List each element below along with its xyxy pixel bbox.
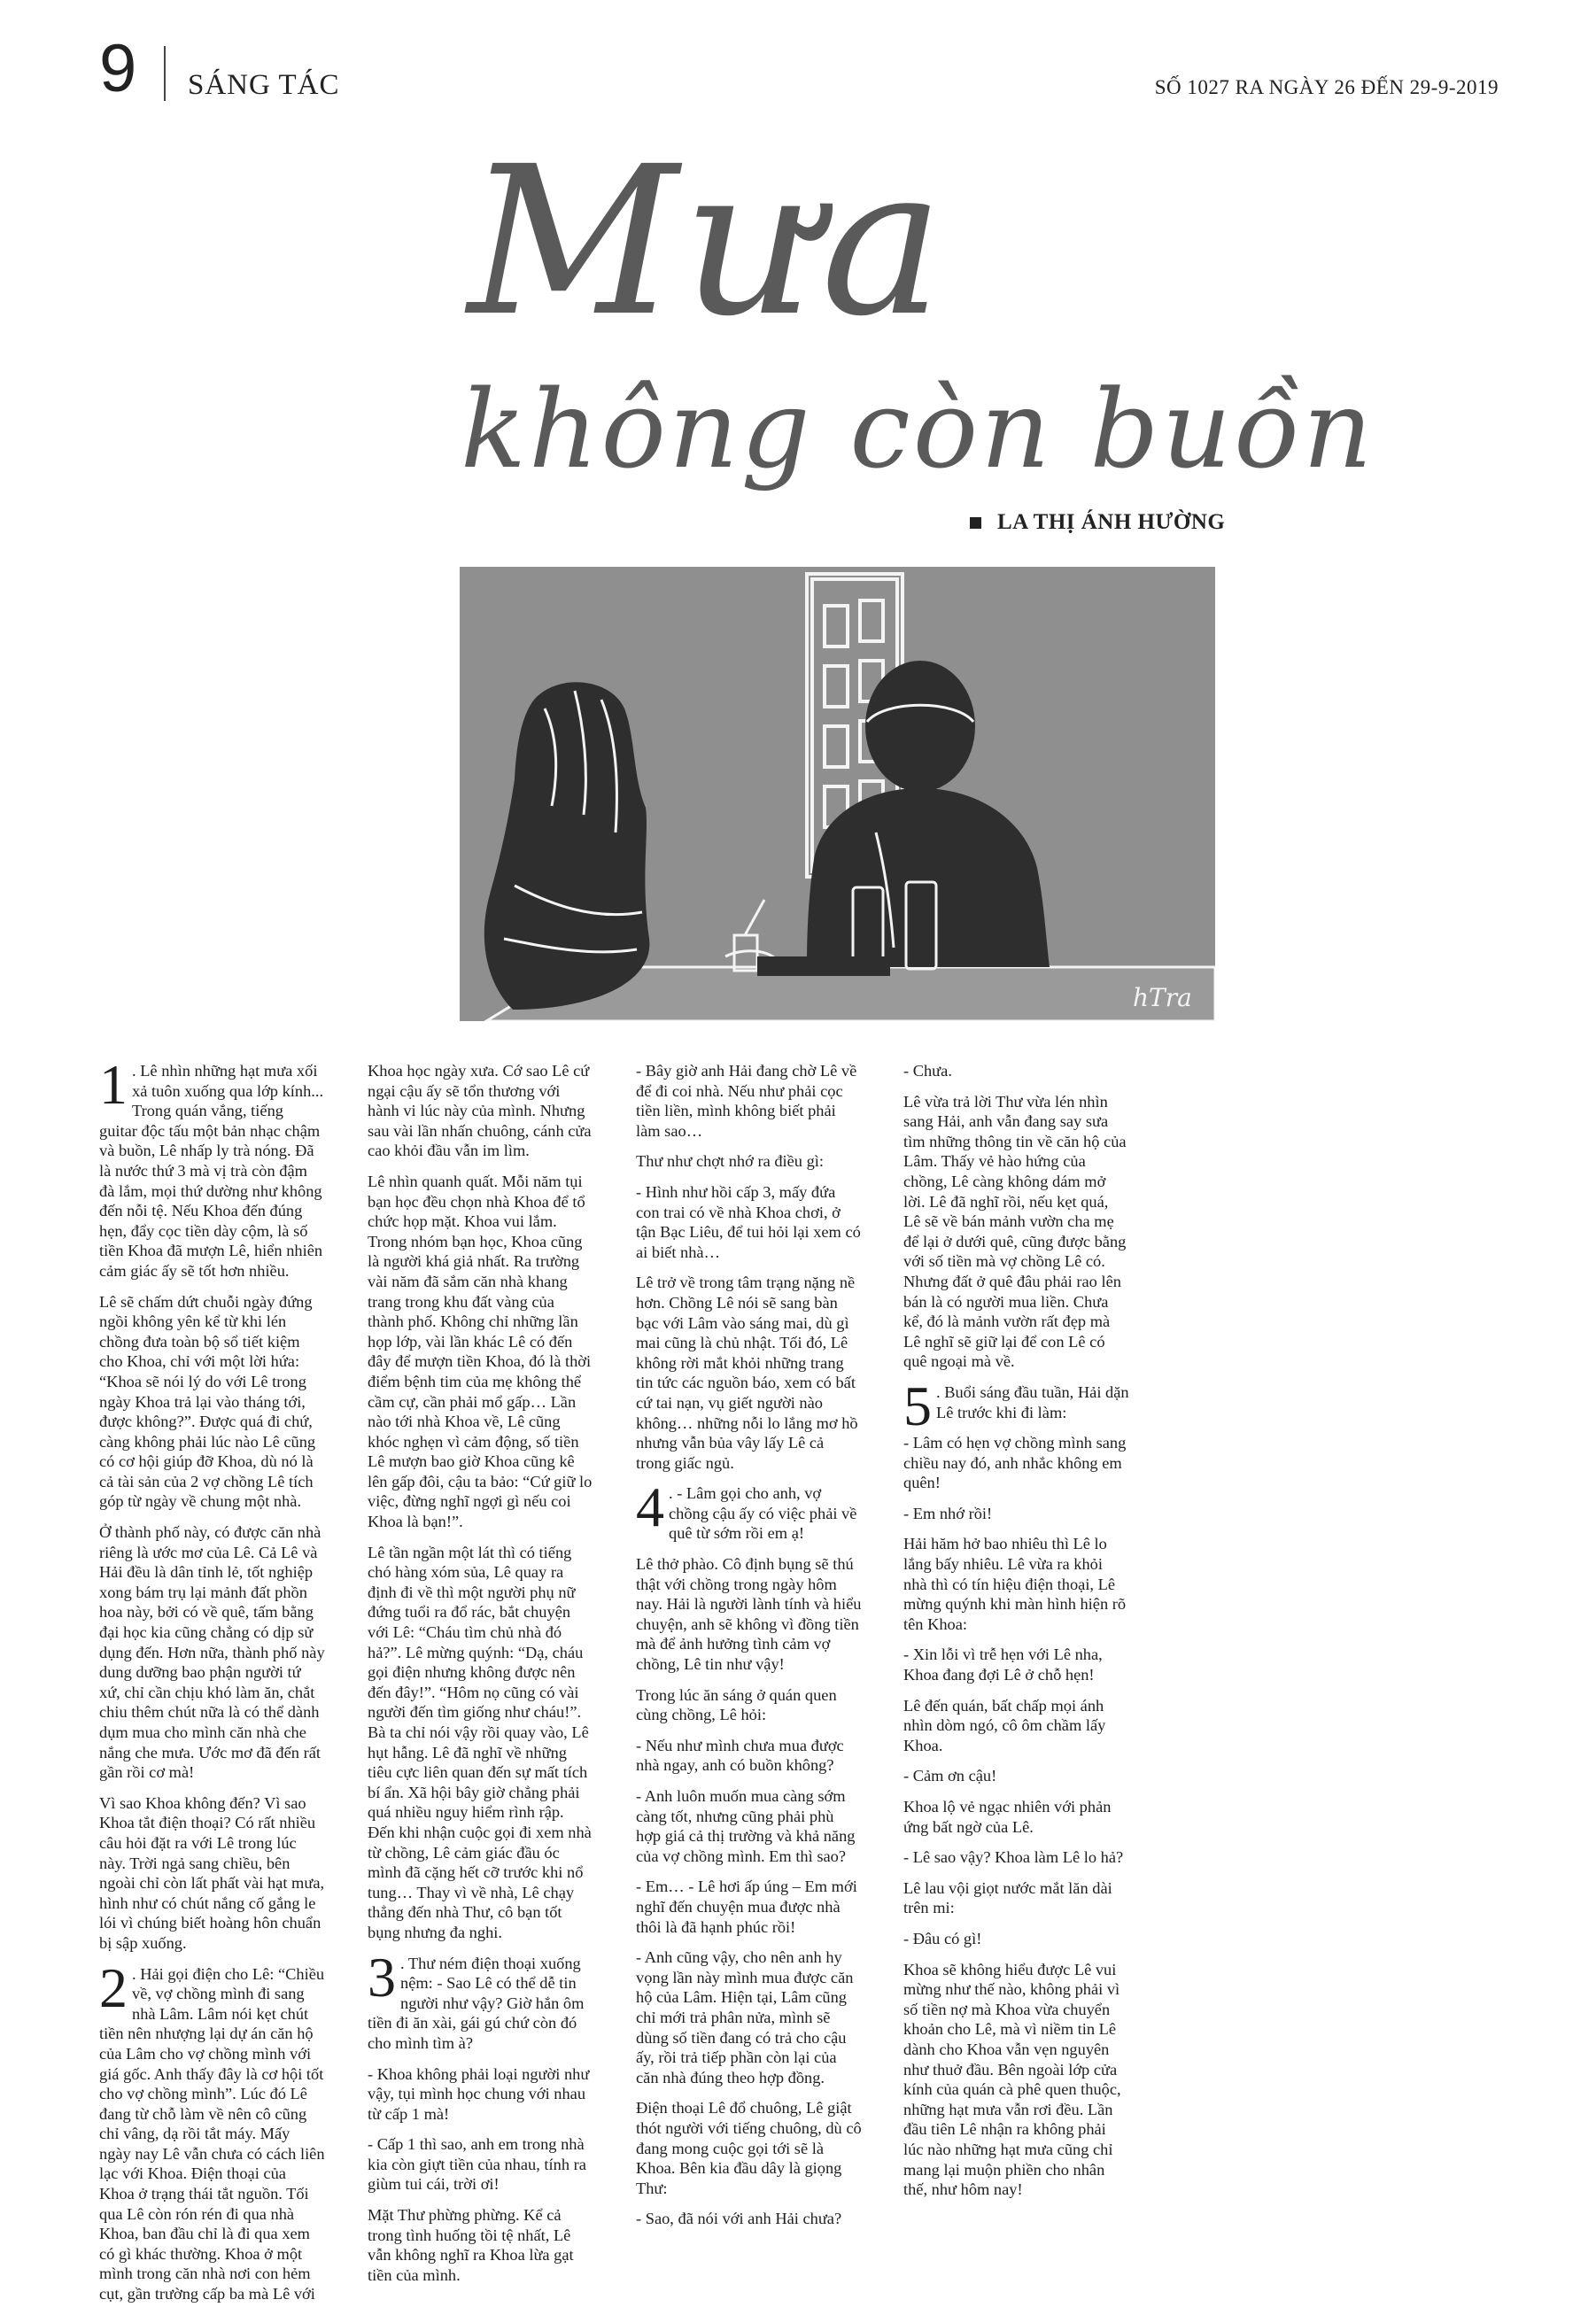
page-header — [0, 0, 1596, 124]
paragraph — [903, 1092, 1129, 1372]
paragraph-text: - Chưa. — [903, 1062, 952, 1080]
paragraph-text: - Khoa không phải loại người như vậy, tụi mình học chung với nhau từ cấp 1 mà! — [368, 2064, 590, 2123]
paragraph — [368, 1061, 593, 1161]
paragraph-text: Ở thành phố này, có được căn nhà riêng là ước mơ của Lê. Cả Lê và Hải đều là dân tỉnh lẻ, tốt nghiệp xong bám trụ lại mảnh đất phồn hoa này, bởi có về quê, tấm bằng đại học kia cũng chẳng có dịp sử dụng đến. Hơn nữa, thành phố này dung dưỡng bao phận người tứ xứ, chỉ cần chịu khó làm ăn, chắt chiu thêm chút nữa là có thể dành dụm mua cho mình căn nhà che nắng che mưa. Ước mơ đã đến rất gần rồi cơ mà! — [99, 1523, 325, 1782]
paragraph — [903, 1960, 1129, 2200]
section-number: 1 — [99, 1053, 128, 1116]
page-number: 9 — [99, 31, 137, 106]
text-column-3 — [636, 1061, 862, 2240]
paragraph — [903, 1061, 1129, 1081]
paragraph-text: - Lê sao vậy? Khoa làm Lê lo hả? — [903, 1848, 1124, 1867]
paragraph — [903, 1534, 1129, 1634]
paragraph — [636, 1182, 862, 1262]
paragraph-text: . Hải gọi điện cho Lê: “Chiều về, vợ chồng mình đi sang nhà Lâm. Lâm nói kẹt chút tiền nên nhượng lại dự án căn hộ của Lâm cho vợ chồng mình với giá gốc. Anh thấy đây là cơ hội tốt cho vợ chồng mình”. Lúc đó Lê đang từ chỗ làm về nên cô cũng chỉ vâng, dạ rồi tắt máy. Mấy ngày nay Lê vẫn chưa có cách liên lạc với Khoa. Điện thoại của Khoa ở trạng thái tắt nguồn. Tối qua Lê còn rón rén đi qua nhà Khoa, ban đầu chỉ là đi qua xem có gì khác thường. Khoa ở một mình trong căn nhà nơi con hẻm cụt, gần trường cấp ba mà Lê với — [99, 1964, 325, 2303]
paragraph-text: - Em nhớ rồi! — [903, 1504, 993, 1522]
paragraph — [636, 2098, 862, 2198]
paragraph — [636, 1685, 862, 1725]
section-number: 3 — [368, 1945, 396, 2009]
paragraph-text: . Thư ném điện thoại xuống nệm: - Sao Lê có thể dễ tin người như vậy? Giờ hắn ôm tiền đi ăn xài, gái gú chứ còn đó cho mình tìm à? — [368, 1954, 585, 2052]
paragraph-text: Khoa lộ vẻ ngạc nhiên với phản ứng bất ngờ của Lê. — [903, 1798, 1112, 1836]
paragraph — [368, 1543, 593, 1943]
paragraph — [636, 1554, 862, 1675]
paragraph — [636, 1151, 862, 1172]
paragraph — [903, 1433, 1129, 1493]
paragraph — [99, 1955, 325, 2304]
square-bullet-icon — [970, 517, 981, 529]
paragraph — [636, 1273, 862, 1473]
paragraph — [636, 2209, 862, 2229]
paragraph — [903, 1929, 1129, 1949]
article-title-line2: không còn buồn — [461, 367, 1375, 492]
article-title-line1: Mưa — [468, 122, 949, 361]
paragraph — [636, 1786, 862, 1866]
paragraph-text: Lê tần ngần một lát thì có tiếng chó hàng xóm sủa, Lê quay ra định đi về thì một người phụ nữ đứng tuổi ra đổ rác, bắt chuyện với Lê: “Cháu tìm chủ nhà đó hả?”. Lê mừng quýnh: “Dạ, cháu gọi điện nhưng không được nên đến đây!”. “Hôm nọ cũng có vài người đến tìm giống như cháu!”. Bà ta chỉ nói vậy rồi quay vào, Lê hụt hẫng. Lê đã nghĩ về những tiêu cực liên quan đến sự mất tích bí ẩn. Xã hội bây giờ chẳng phải quá nhiều nguy hiểm rình rập. Đến khi nhận cuộc gọi đi xem nhà từ chồng, Lê cảm giác đầu óc mình đã cặng hết cỡ trước khi nổ tung… Thay vì về nhà, Lê chạy thẳng đến nhà Thư, cô bạn tốt bụng nhưng đa nghi. — [368, 1543, 592, 1941]
section-number: 2 — [99, 1955, 128, 2019]
paragraph — [99, 1522, 325, 1783]
paragraph — [368, 2134, 593, 2195]
text-column-4 — [903, 1061, 1129, 2210]
header-divider — [164, 46, 166, 101]
paragraph-text: - Cảm ơn cậu! — [903, 1767, 997, 1785]
paragraph-text: - Xin lỗi vì trễ hẹn với Lê nha, Khoa đang đợi Lê ở chỗ hẹn! — [903, 1645, 1103, 1684]
paragraph — [368, 2205, 593, 2285]
paragraph-text: Điện thoại Lê đổ chuông, Lê giật thót người với tiếng chuông, dù cô đang mong cuộc gọi tới sẽ là Khoa. Bên kia đầu dây là giọng Thư: — [636, 2099, 862, 2197]
paragraph-text: Lê lau vội giọt nước mắt lăn dài trên mi: — [903, 1878, 1112, 1917]
paragraph-text: - Lâm có hẹn vợ chồng mình sang chiều nay đó, anh nhắc không em quên! — [903, 1434, 1127, 1492]
paragraph-text: - Đâu có gì! — [903, 1929, 982, 1947]
paragraph-text: Lê vừa trả lời Thư vừa lén nhìn sang Hải, anh vẫn đang say sưa tìm những thông tin về căn hộ của Lâm. Thấy vẻ hào hứng của chồng, Lê càng không dám mở lời. Lê đã nghĩ rồi, nếu kẹt quá, Lê sẽ về bán mảnh vườn cha mẹ để lại ở dưới quê, cũng được bằng với số tiền mà vợ chồng Lê có. Nhưng đất ở quê đâu phải rao lên bán là có người mua liền. Chưa kể, đó là mảnh vườn rất đẹp mà Lê nghĩ sẽ giữ lại để con Lê có quê ngoại mà về. — [903, 1092, 1127, 1371]
paragraph — [903, 1504, 1129, 1524]
paragraph-text: Thư như chợt nhớ ra điều gì: — [636, 1152, 825, 1171]
author-name: LA THỊ ÁNH HƯỜNG — [997, 510, 1226, 534]
paragraph — [368, 1172, 593, 1532]
paragraph-text: - Anh luôn muốn mua càng sớm càng tốt, nhưng cũng phải phù hợp giá cả thị trường và khả năng của vợ chồng mình. Em thì sao? — [636, 1787, 856, 1865]
section-label: SÁNG TÁC — [188, 69, 340, 101]
paragraph — [903, 1766, 1129, 1786]
paragraph-text: - Cấp 1 thì sao, anh em trong nhà kia còn giựt tiền của nhau, tính ra giùm tui cái, trời ơi! — [368, 2135, 586, 2194]
paragraph — [636, 1736, 862, 1776]
section-number: 4 — [636, 1475, 664, 1539]
paragraph-text: Lê sẽ chấm dứt chuỗi ngày đứng ngồi không yên kể từ khi lén chồng đưa toàn bộ sổ tiết kiệm cho Khoa, chỉ với một lời hứa: “Khoa sẽ nói lý do với Lê trong ngày Khoa trả lại vào tháng tới, được không?”. Được quá đi chứ, càng không phải lúc nào Lê cũng có cơ hội giúp đỡ Khoa, dù nó là cả tài sản của 2 vợ chồng Lê tích góp từ ngày về chung một nhà. — [99, 1292, 316, 1511]
paragraph — [99, 1053, 325, 1281]
paragraph — [903, 1797, 1129, 1837]
paragraph-text: Lê nhìn quanh quất. Mỗi năm tụi bạn học đều chọn nhà Khoa để tổ chức họp mặt. Khoa vui lắm. Trong nhóm bạn học, Khoa cũng là người khá giả nhất. Ra trường vài năm đã sắm căn nhà khang trang trong khu đất vàng của thành phố. Không chỉ những lần họp lớp, vài lần khác Lê có đến đây để mượn tiền Khoa, đó là thời điểm bệnh tim của mẹ không thể cầm cự, cần phải mổ gấp… Lần nào tới nhà Khoa về, Lê cũng khóc nghẹn vì cảm động, số tiền Lê mượn bao giờ Khoa cũng kê lên gấp đôi, cậu ta bảo: “Cứ giữ lo việc, đừng nghĩ ngợi gì nếu coi Khoa là bạn!”. — [368, 1172, 593, 1531]
paragraph-text: Lê thở phào. Cô định bụng sẽ thú thật với chồng trong ngày hôm nay. Hải là người lành tính và hiểu chuyện, anh sẽ không vì đồng tiền mà để ảnh hưởng tình cảm vợ chồng, Lê tin như vậy! — [636, 1555, 862, 1674]
paragraph-text: Khoa học ngày xưa. Cớ sao Lê cứ ngại cậu ấy sẽ tổn thương với hành vi lúc này của mình. Nhưng sau vài lần nhấn chuông, cánh cửa cao khỏi đầu vẫn im lìm. — [368, 1062, 592, 1160]
paragraph — [903, 1847, 1129, 1868]
paragraph-text: Trong lúc ăn sáng ở quán quen cùng chồng, Lê hỏi: — [636, 1685, 837, 1724]
paragraph — [368, 1945, 593, 2054]
paragraph-text: . Buổi sáng đầu tuần, Hải dặn Lê trước khi đi làm: — [936, 1382, 1129, 1421]
text-column-2 — [368, 1061, 593, 2296]
paragraph-text: Lê trở về trong tâm trạng nặng nề hơn. Chồng Lê nói sẽ sang bàn bạc với Lâm vào sáng mai, dù gì mai cũng là chủ nhật. Tối đó, Lê không rời mắt khỏi những trang tin tức các nguồn báo, xem có bất cứ tai nạn, vụ giết người nào không… những nỗi lo lắng mơ hồ nhưng vẫn bủa vây lấy Lê cả trong giấc ngủ. — [636, 1274, 858, 1472]
paragraph — [368, 2064, 593, 2125]
paragraph — [99, 1292, 325, 1513]
section-number: 5 — [903, 1374, 932, 1437]
paragraph-text: Vì sao Khoa không đến? Vì sao Khoa tắt điện thoại? Có rất nhiều câu hỏi đặt ra với Lê trong lúc này. Trời ngả sang chiều, bên ngoài chỉ còn lất phất vài hạt mưa, hình như có chút nắng cố gắng le lói vì chúng biết hoàng hôn chuẩn bị sập xuống. — [99, 1793, 325, 1952]
paragraph — [903, 1696, 1129, 1756]
paragraph-text: - Anh cũng vậy, cho nên anh hy vọng lần này mình mua được căn hộ của Lâm. Hiện tại, Lâm cũng chỉ mới trả phân nửa, mình sẽ dùng số tiền đang có trả cho cậu ấy, rồi trả tiếp phần còn lại của căn nhà đúng theo hợp đồng. — [636, 1948, 854, 2087]
paragraph-text: . Lê nhìn những hạt mưa xối xả tuôn xuống qua lớp kính... Trong quán vắng, tiếng guitar độc tấu một bản nhạc chậm và buồn, Lê nhấp ly trà nóng. Đã là nước thứ 3 mà vị trà còn đậm đà lắm, mọi thứ dường như không đến nỗi tệ. Nếu Khoa đến đúng hẹn, đẩy cọc tiền dày cộm, là số tiền Khoa đã mượn Lê, hiển nhiên cảm giác ấy sẽ tốt hơn nhiều. — [99, 1062, 324, 1280]
paragraph-text: - Em… - Lê hơi ấp úng – Em mới nghĩ đến chuyện mua được nhà thôi là đã hạnh phúc rồi! — [636, 1878, 857, 1936]
paragraph-text: - Hình như hồi cấp 3, mấy đứa con trai có về nhà Khoa chơi, ở tận Bạc Liêu, để tui hỏi lại xem có ai biết nhà… — [636, 1182, 861, 1261]
issue-info: SỐ 1027 RA NGÀY 26 ĐẾN 29-9-2019 — [1154, 76, 1499, 98]
paragraph — [903, 1374, 1129, 1437]
paragraph-text: Mặt Thư phừng phừng. Kể cả trong tình huống tồi tệ nhất, Lê vẫn không nghĩ ra Khoa lừa gạt tiền của mình. — [368, 2206, 574, 2284]
paragraph — [636, 1947, 862, 2087]
paragraph-text: Hải hăm hở bao nhiêu thì Lê lo lắng bấy nhiêu. Lê vừa ra khỏi nhà thì có tín hiệu điện thoại, Lê mừng quýnh khi màn hình hiện rõ tên Khoa: — [903, 1535, 1127, 1633]
paragraph — [636, 1877, 862, 1937]
paragraph-text: Lê đến quán, bất chấp mọi ánh nhìn dòm ngó, cô ôm chầm lấy Khoa. — [903, 1696, 1106, 1754]
paragraph-text: - Sao, đã nói với anh Hải chưa? — [636, 2210, 842, 2228]
illustration-signature: hTra — [1133, 983, 1192, 1012]
paragraph — [903, 1878, 1129, 1918]
paragraph-text: - Nếu như mình chưa mua được nhà ngay, anh có buồn không? — [636, 1736, 844, 1775]
paragraph — [903, 1645, 1129, 1684]
paragraph — [636, 1061, 862, 1141]
article-illustration — [460, 567, 1215, 1021]
paragraph-text: - Bây giờ anh Hải đang chờ Lê về để đi coi nhà. Nếu như phải cọc tiền liền, mình không biết phải làm sao… — [636, 1062, 857, 1140]
paragraph — [636, 1475, 862, 1544]
paragraph-text: . - Lâm gọi cho anh, vợ chồng cậu ấy có việc phải về quê từ sớm rồi em ạ! — [669, 1484, 857, 1543]
paragraph-text: Khoa sẽ không hiểu được Lê vui mừng như thế nào, không phải vì số tiền nợ mà Khoa vừa chuyển khoản cho Lê, mà vì niềm tin Lê dành cho Khoa vẫn vẹn nguyên như thuở đầu. Bên ngoài lớp cửa kính của quán cà phê quen thuộc, những hạt mưa vẫn rơi đều. Lần đầu tiên Lê nhận ra không phải lúc nào những hạt mưa cũng chỉ mang lại muộn phiền cho nhân thế, như hôm nay! — [903, 1960, 1121, 2199]
paragraph — [99, 1793, 325, 1954]
text-column-1 — [99, 1053, 325, 2315]
author-byline — [970, 510, 1225, 535]
